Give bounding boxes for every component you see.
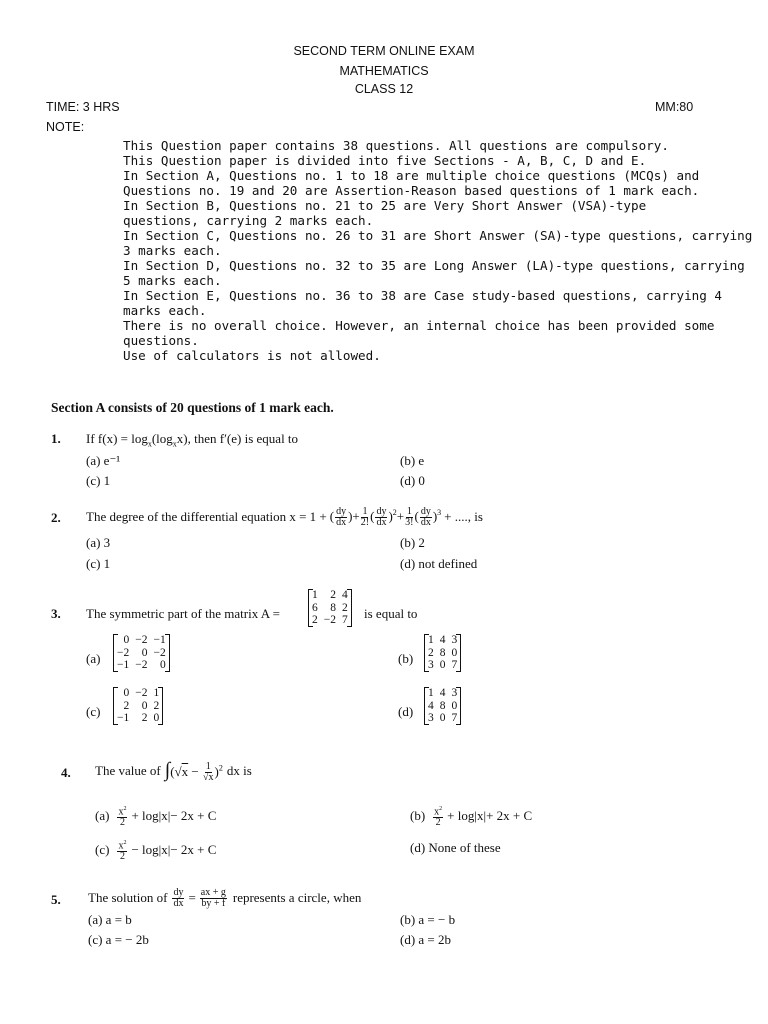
option-b[interactable]: (b) <box>398 651 414 666</box>
matrix-cell: 0 <box>141 646 148 659</box>
option-text: − log|x|− 2x + C <box>131 842 217 858</box>
option-label: (b) <box>410 808 426 824</box>
matrix-cell: 3 <box>428 712 434 724</box>
matrix-cell: 8 <box>330 601 336 614</box>
matrix-cell: 0 <box>451 646 458 659</box>
matrix-cell: 1 <box>428 687 434 699</box>
note-line: questions. <box>123 333 199 348</box>
fraction: $\frac{dy}{dx}$ <box>173 886 184 909</box>
option-text: + log|x|+ 2x + C <box>447 808 533 824</box>
option-c[interactable] <box>95 838 216 862</box>
note-label: NOTE: <box>46 120 85 134</box>
question-2-text <box>86 504 483 530</box>
matrix-cell: −1 <box>117 659 130 671</box>
matrix-cell: 6 <box>312 601 318 614</box>
matrix-cell: 0 <box>141 699 148 712</box>
q4-text: The value of <box>95 763 161 778</box>
option-b[interactable]: (b) e <box>400 453 425 468</box>
matrix-cell: 0 <box>439 659 446 671</box>
option-a-matrix[interactable] <box>113 634 170 672</box>
matrix-cell: 7 <box>451 712 458 724</box>
note-line: In Section E, Questions no. 36 to 38 are Case study-based questions, carrying 4 <box>123 288 722 303</box>
matrix-cell: 2 <box>330 589 336 601</box>
note-line: 3 marks each. <box>123 243 222 258</box>
matrix-cell: −2 <box>135 634 148 646</box>
max-marks-label: MM:80 <box>655 100 694 114</box>
note-line: questions, carrying 2 marks each. <box>123 213 374 228</box>
question-number: 5. <box>51 892 61 907</box>
option-c[interactable]: (c) a = − 2b <box>88 932 149 947</box>
question-5-text <box>88 884 361 912</box>
option-d[interactable]: (d) None of these <box>410 840 501 855</box>
class-title: CLASS 12 <box>354 82 414 96</box>
question-number: 3. <box>51 606 61 621</box>
q1-text-part: If f(x) = log <box>86 431 148 446</box>
option-d[interactable]: (d) a = 2b <box>400 932 452 947</box>
matrix-cell: 2 <box>123 699 130 712</box>
option-b[interactable]: (b) a = − b <box>400 912 456 927</box>
q4-tail: dx is <box>226 763 252 778</box>
matrix-cell: 4 <box>439 687 446 699</box>
subject-title: MATHEMATICS <box>339 64 429 78</box>
matrix-cell: 3 <box>451 634 458 646</box>
option-d[interactable]: (d) <box>398 704 414 719</box>
option-a[interactable]: (a) 3 <box>86 535 111 550</box>
q5-text: The solution of <box>88 890 168 905</box>
note-line: Use of calculators is not allowed. <box>123 348 381 363</box>
matrix-cell: 0 <box>153 712 160 724</box>
fraction: $\frac{x^2}{2}$ <box>434 806 443 829</box>
q3-tail: is equal to <box>364 606 418 621</box>
option-b-matrix[interactable] <box>424 634 461 672</box>
matrix-cell: 2 <box>153 699 160 712</box>
note-line: In Section B, Questions no. 21 to 25 are Very Short Answer (VSA)-type <box>123 198 647 213</box>
option-c-matrix[interactable] <box>113 687 163 725</box>
question-1-text <box>86 431 298 449</box>
q5-tail: represents a circle, when <box>232 890 362 905</box>
fraction: $\frac{x^2}{2}$ <box>118 806 127 829</box>
note-line: In Section C, Questions no. 26 to 31 are Short Answer (SA)-type questions, carrying <box>123 228 753 243</box>
matrix-cell: −2 <box>323 614 336 626</box>
matrix-cell: 2 <box>141 712 148 724</box>
question-number: 1. <box>51 431 61 446</box>
option-c[interactable]: (c) 1 <box>86 473 111 488</box>
q2-equation: ( $\frac{dy}{dx}$ )+ $\frac{1}{2!}$ ( $\frac{dy}{dx}$ )$^2$+ $\frac{1}{3!}$ ( $\frac{dy}{dx}$ )$^3$ <box>329 505 442 528</box>
q2-text: The degree of the differential equation x = 1 + <box>86 509 327 524</box>
matrix-cell: 4 <box>342 589 348 601</box>
matrix-table <box>114 687 162 725</box>
note-line: Questions no. 19 and 20 are Assertion-Reason based questions of 1 mark each. <box>123 183 700 198</box>
matrix-cell: 7 <box>342 614 348 626</box>
q1-text-part: x), then f′(e) is equal to <box>176 431 299 446</box>
q3-text: The symmetric part of the matrix A = <box>86 606 280 621</box>
matrix-cell: −2 <box>135 659 148 671</box>
option-d[interactable]: (d) not defined <box>400 556 478 571</box>
matrix-cell: 0 <box>160 659 166 671</box>
q1-text-part: (log <box>151 431 173 446</box>
matrix-cell: 8 <box>439 699 446 712</box>
matrix-cell: 1 <box>428 634 434 646</box>
q1-subscript: x <box>172 439 177 449</box>
matrix-cell: 1 <box>153 687 160 699</box>
question-number: 2. <box>51 510 61 525</box>
option-d[interactable]: (d) 0 <box>400 473 425 488</box>
matrix-table <box>114 634 169 672</box>
matrix-cell: 0 <box>123 634 130 646</box>
notes-block <box>123 138 752 363</box>
matrix-cell: 3 <box>428 659 434 671</box>
question-number: 4. <box>61 765 71 780</box>
matrix-table <box>425 634 460 672</box>
option-text: + log|x|− 2x + C <box>131 808 217 824</box>
q5-equals: = <box>188 890 196 905</box>
note-line: This Question paper is divided into five Sections - A, B, C, D and E. <box>123 153 647 168</box>
option-label: (a) <box>95 808 110 824</box>
matrix-cell: 4 <box>428 699 434 712</box>
option-a[interactable] <box>95 804 216 828</box>
option-c[interactable]: (c) 1 <box>86 556 111 571</box>
q2-tail: + ...., is <box>444 509 483 524</box>
matrix-cell: 0 <box>123 687 130 699</box>
matrix-cell: −2 <box>153 646 166 659</box>
matrix-cell: −1 <box>117 712 130 724</box>
matrix-cell: 2 <box>428 646 434 659</box>
matrix-cell: 0 <box>439 712 446 724</box>
matrix-cell: −2 <box>117 646 130 659</box>
note-line: 5 marks each. <box>123 273 222 288</box>
option-b[interactable]: (b) 2 <box>400 535 425 550</box>
matrix-cell: −1 <box>153 634 166 646</box>
option-c[interactable]: (c) <box>86 704 101 719</box>
note-line: There is no overall choice. However, an internal choice has been provided some <box>123 318 715 333</box>
section-a-heading: Section A consists of 20 questions of 1 mark each. <box>51 400 334 415</box>
q1-subscript: x <box>147 439 152 449</box>
matrix-a-table <box>309 589 351 627</box>
matrix-cell: 2 <box>342 601 348 614</box>
option-a[interactable]: (a) a = b <box>88 912 132 927</box>
matrix-a <box>308 589 352 627</box>
note-line: In Section D, Questions no. 32 to 35 are Long Answer (LA)-type questions, carrying <box>123 258 745 273</box>
note-line: marks each. <box>123 303 207 318</box>
question-4-text <box>95 756 252 786</box>
matrix-cell: −2 <box>135 687 148 699</box>
matrix-cell: 4 <box>439 634 446 646</box>
matrix-cell: 1 <box>312 589 318 601</box>
note-line: This Question paper contains 38 questions. All questions are compulsory. <box>123 138 669 153</box>
q4-integral: ∫(√x − $\frac{1}{√x}$ )$^2$ <box>164 758 223 784</box>
time-label: TIME: 3 HRS <box>46 100 120 114</box>
option-label: (c) <box>95 842 110 858</box>
fraction: $\frac{x^2}{2}$ <box>118 840 127 863</box>
matrix-cell: 0 <box>451 699 458 712</box>
fraction: $\frac{ax + g}{by + f}$ <box>200 886 226 909</box>
option-b[interactable] <box>410 804 532 828</box>
matrix-cell: 2 <box>312 614 318 626</box>
matrix-cell: 8 <box>439 646 446 659</box>
exam-title: SECOND TERM ONLINE EXAM <box>293 44 475 58</box>
option-a[interactable]: (a) e⁻¹ <box>86 453 121 468</box>
matrix-cell: 3 <box>451 687 458 699</box>
matrix-cell: 7 <box>451 659 458 671</box>
option-d-matrix[interactable] <box>424 687 461 725</box>
note-line: In Section A, Questions no. 1 to 18 are multiple choice questions (MCQs) and <box>123 168 700 183</box>
matrix-table <box>425 687 460 725</box>
option-a[interactable]: (a) <box>86 651 101 666</box>
